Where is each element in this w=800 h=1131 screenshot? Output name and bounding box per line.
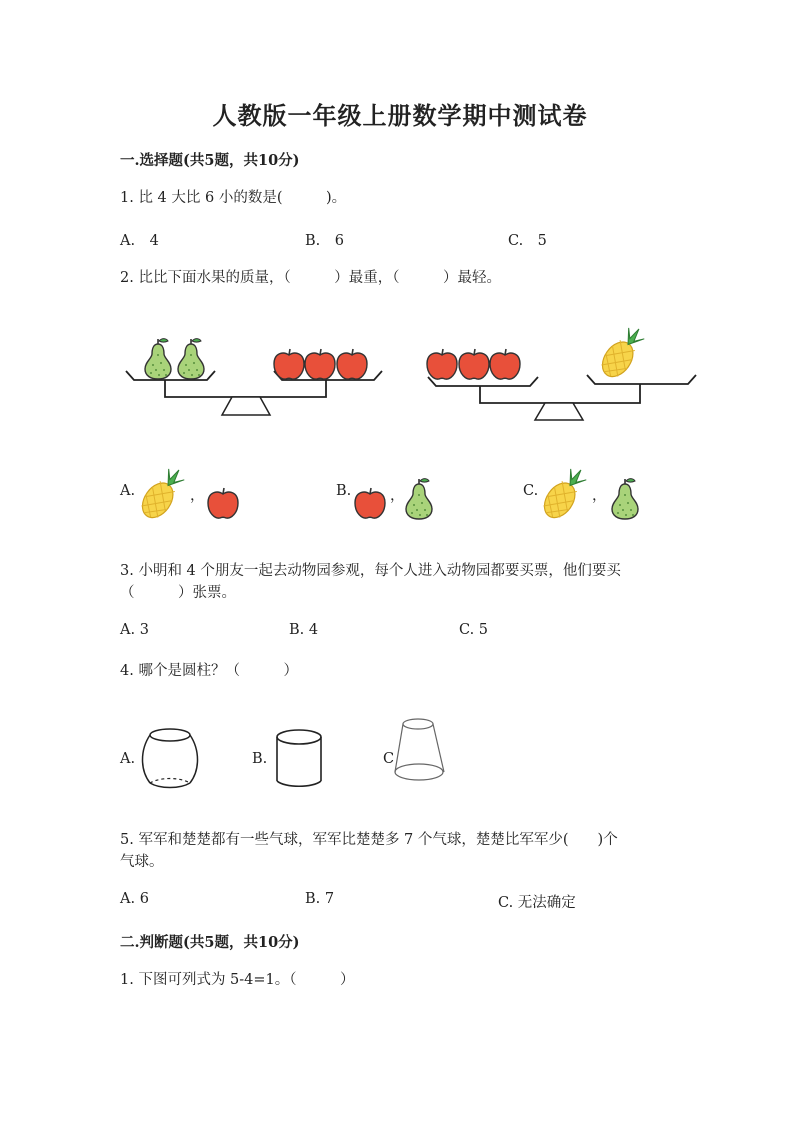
q5-option-a[interactable]: A. 6 — [120, 891, 149, 907]
question-5-line1: 5. 军军和楚楚都有一些气球，军军比楚楚多 7 个气球，楚楚比军军少( )个 — [120, 832, 618, 848]
q4-option-a-barrel-icon — [140, 725, 200, 795]
q4-option-b-label[interactable]: B. — [252, 751, 268, 767]
q1-option-c[interactable]: C. 5 — [508, 233, 547, 249]
judgement-question-1: 1. 下图可列式为 5-4=1。（ ） — [120, 972, 355, 988]
balance-scale-figure — [110, 330, 710, 440]
page-title: 人教版一年级上册数学期中测试卷 — [212, 101, 588, 130]
q3-option-a[interactable]: A. 3 — [120, 622, 149, 638]
q4-option-c-cup-icon — [390, 712, 460, 792]
q2-option-b-pear-icon — [399, 477, 439, 527]
question-4: 4. 哪个是圆柱？（ ） — [120, 663, 298, 679]
q2-option-c-pineapple-icon — [537, 465, 587, 525]
section-heading-choice: 一.选择题(共5题，共10分) — [120, 152, 300, 169]
question-1: 1. 比 4 大比 6 小的数是( )。 — [120, 190, 347, 206]
q2-option-a-label[interactable]: A. — [120, 483, 136, 499]
question-3-line2: （ ）张票。 — [120, 585, 236, 601]
q2-option-a-apple-icon — [203, 483, 243, 523]
q4-option-c-label[interactable]: C — [383, 751, 395, 767]
question-3-line1: 3. 小明和 4 个朋友一起去动物园参观，每个人进入动物园都要买票，他们要买 — [120, 563, 621, 579]
q2-option-a-comma: ， — [190, 488, 205, 504]
q4-option-a-label[interactable]: A. — [120, 751, 136, 767]
q4-option-b-cylinder-icon — [270, 725, 330, 795]
q2-option-c-comma: ， — [592, 488, 607, 504]
q3-option-b[interactable]: B. 4 — [289, 622, 319, 638]
question-2: 2. 比比下面水果的质量，（ ）最重，（ ）最轻。 — [120, 270, 501, 286]
q2-option-a-pineapple-icon — [135, 465, 185, 525]
q2-option-c-pear-icon — [605, 477, 645, 527]
q5-option-b[interactable]: B. 7 — [305, 891, 335, 907]
q2-option-b-label[interactable]: B. — [336, 483, 352, 499]
question-5-line2: 气球。 — [120, 854, 164, 870]
q1-option-a[interactable]: A. 4 — [120, 233, 159, 249]
q1-option-b[interactable]: B. 6 — [305, 233, 344, 249]
q2-option-b-apple-icon — [350, 483, 390, 523]
q3-option-c[interactable]: C. 5 — [459, 622, 489, 638]
q5-option-c[interactable]: C. 无法确定 — [498, 895, 576, 911]
q2-option-b-comma: ， — [390, 488, 405, 504]
q2-option-c-label[interactable]: C. — [523, 483, 539, 499]
section-heading-judgement: 二.判断题(共5题，共10分) — [120, 934, 300, 951]
